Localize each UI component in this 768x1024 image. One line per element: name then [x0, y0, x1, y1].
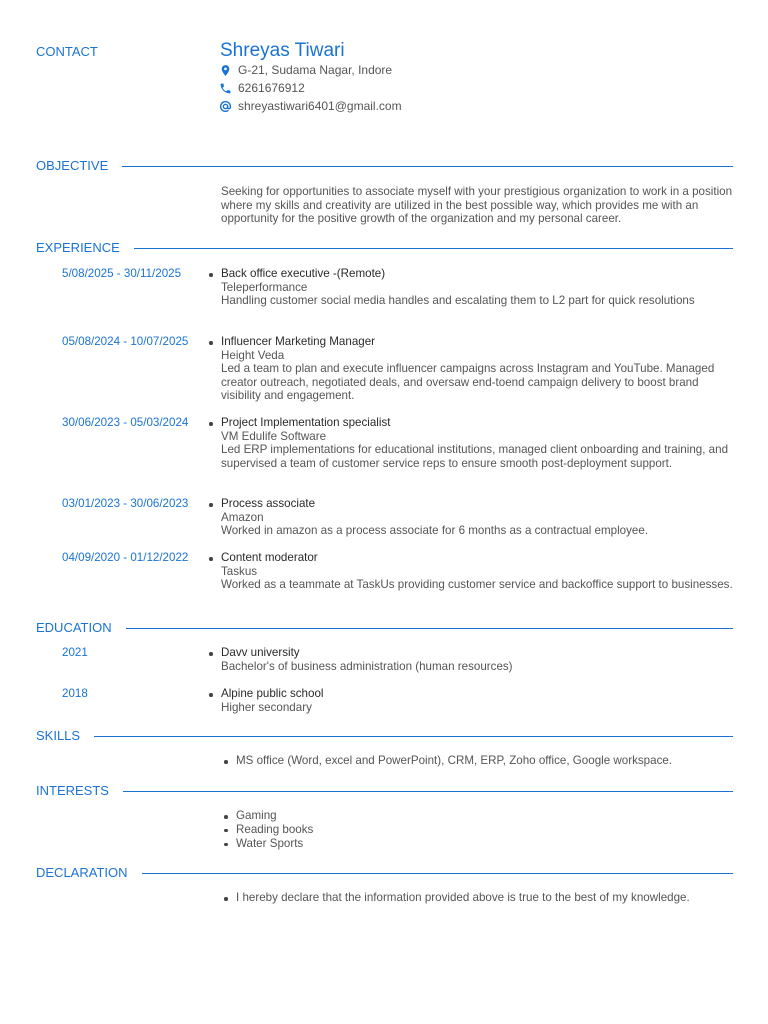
section-divider [123, 791, 733, 792]
experience-date: 05/08/2024 - 10/07/2025 [62, 335, 189, 348]
objective-heading [36, 157, 733, 173]
list-item: Reading books [221, 823, 733, 837]
declaration-heading [36, 864, 733, 880]
address-row [218, 62, 392, 78]
phone-row [218, 80, 305, 96]
section-title: OBJECTIVE [36, 157, 109, 173]
education-school: Davv university [206, 646, 733, 660]
section-title: SKILLS [36, 727, 81, 743]
experience-company: VM Edulife Software [221, 429, 327, 443]
education-entry [221, 646, 733, 673]
phone-text: 6261676912 [238, 81, 305, 95]
section-title: EDUCATION [36, 619, 112, 635]
section-title: INTERESTS [36, 782, 109, 798]
experience-role: Process associate [206, 497, 733, 511]
list-item: Gaming [221, 809, 733, 823]
at-sign-icon [218, 99, 232, 113]
experience-entry [221, 335, 733, 403]
interests-list [221, 809, 733, 850]
declaration-list [221, 891, 733, 905]
section-divider [134, 248, 733, 249]
section-divider [94, 736, 733, 737]
experience-entry [221, 267, 733, 308]
list-item: Water Sports [221, 837, 733, 851]
contact-label: CONTACT [36, 44, 98, 59]
email-text[interactable]: shreyastiwari6401@gmail.com [238, 99, 402, 113]
experience-role: Content moderator [206, 551, 733, 565]
experience-date: 04/09/2020 - 01/12/2022 [62, 551, 189, 564]
experience-company: Height Veda [221, 348, 285, 362]
experience-description: Worked in amazon as a process associate for 6 months as a contractual employee. [221, 524, 649, 537]
experience-role: Back office executive -(Remote) [206, 267, 733, 281]
experience-role: Influencer Marketing Manager [206, 335, 733, 349]
experience-description: Led a team to plan and execute influencer campaigns across Instagram and YouTube. Managed creator outreach, negotiated deals, and oversaw end-toend campaign delivery to boost brand visibility and engagement. [221, 362, 715, 402]
objective-text: Seeking for opportunities to associate myself with your prestigious organization to work in a position where my skills and creativity are utilized in the best possible way, which provides me with an opportunity for the positive growth of the organization and my personal career. [221, 185, 733, 225]
email-row [218, 98, 402, 114]
candidate-name: Shreyas Tiwari [220, 40, 345, 61]
location-pin-icon [218, 63, 232, 77]
experience-company: Taskus [221, 564, 258, 578]
experience-entry [221, 551, 733, 592]
experience-date: 5/08/2025 - 30/11/2025 [62, 267, 182, 280]
experience-company: Teleperformance [221, 280, 308, 294]
interests-heading [36, 782, 733, 798]
education-degree: Bachelor's of business administration (human resources) [221, 659, 513, 673]
section-title: EXPERIENCE [36, 239, 120, 255]
list-item: MS office (Word, excel and PowerPoint), CRM, ERP, Zoho office, Google workspace. [221, 754, 733, 768]
education-degree: Higher secondary [221, 700, 312, 714]
skills-list [221, 754, 733, 768]
experience-role: Project Implementation specialist [206, 416, 733, 430]
list-item: I hereby declare that the information provided above is true to the best of my knowledge. [221, 891, 733, 905]
experience-entry [221, 497, 733, 538]
experience-description: Led ERP implementations for educational institutions, managed client onboarding and training, and supervised a team of customer service reps to ensure smooth post-deployment support. [221, 443, 729, 470]
experience-company: Amazon [221, 510, 264, 524]
education-entry [221, 687, 733, 714]
experience-heading [36, 239, 733, 255]
section-title: DECLARATION [36, 864, 128, 880]
experience-description: Worked as a teammate at TaskUs providing customer service and backoffice support to businesses. [221, 578, 733, 591]
section-divider [122, 166, 733, 167]
section-divider [142, 873, 734, 874]
address-text: G-21, Sudama Nagar, Indore [238, 63, 393, 77]
section-divider [126, 628, 733, 629]
phone-icon [218, 81, 232, 95]
experience-entry [221, 416, 733, 470]
experience-date: 03/01/2023 - 30/06/2023 [62, 497, 189, 510]
education-school: Alpine public school [206, 687, 733, 701]
education-date: 2018 [62, 687, 88, 700]
education-heading [36, 619, 733, 635]
experience-date: 30/06/2023 - 05/03/2024 [62, 416, 189, 429]
education-date: 2021 [62, 646, 88, 659]
experience-description: Handling customer social media handles and escalating them to L2 part for quick resolutions [221, 294, 695, 307]
skills-heading [36, 727, 733, 743]
